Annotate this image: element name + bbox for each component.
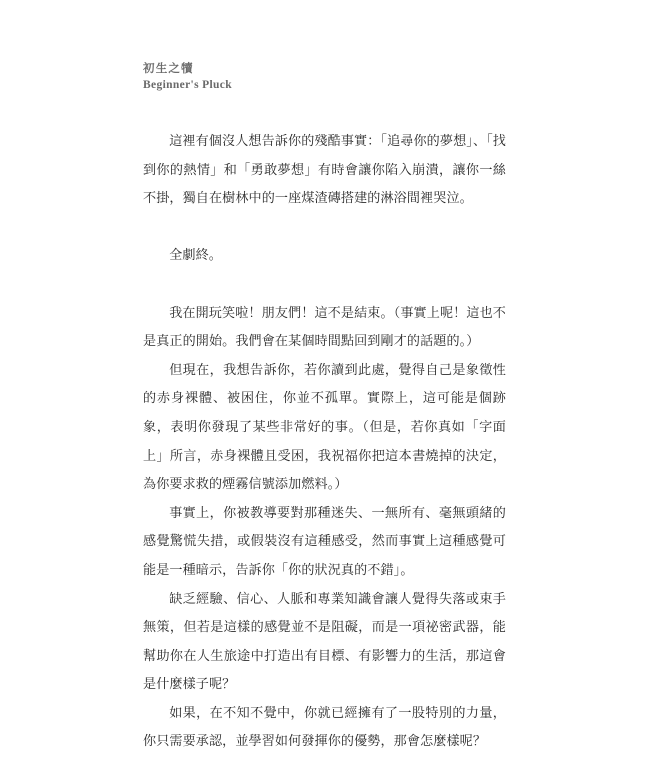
body-paragraph: 事實上，你被教導要對那種迷失、一無所有、毫無頭緒的感覺驚慌失措，或假裝沒有這種感受，然而事實上這種感覺可能是一種暗示，告訴你「你的狀況真的不錯」。 [143, 505, 506, 578]
body-paragraph: 這裡有個沒人想告訴你的殘酷事實：「追尋你的夢想」、「找到你的熱情」和「勇敢夢想」有時會讓你陷入崩潰，讓你一絲不掛，獨自在樹林中的一座煤渣磚搭建的淋浴間裡哭泣。 [143, 134, 506, 207]
body-paragraph: 缺乏經驗、信心、人脈和專業知識會讓人覺得失落或束手無策，但若是這樣的感覺並不是阻礙，而是一項祕密武器，能幫助你在人生旅途中打造出有目標、有影響力的生活，那這會是什麼樣子呢？ [143, 591, 506, 693]
body-paragraph: 我在開玩笑啦！朋友們！這不是結束。（事實上呢！這也不是真正的開始。我們會在某個時間點回到剛才的話題的。） [143, 305, 506, 350]
body-text-block [143, 128, 506, 757]
running-head [143, 60, 443, 93]
body-paragraph: 全劇終。 [169, 248, 222, 264]
body-paragraph: 但現在，我想告訴你，若你讀到此處，覺得自己是象徵性的赤身裸體、被困住，你並不孤單。實際上，這可能是個跡象，表明你發現了某些非常好的事。（但是，若你真如「字面上」所言，赤身裸體且受困，我祝福你把這本書燒掉的決定，為你要求救的煙霧信號添加燃料。） [143, 362, 506, 493]
body-paragraph: 如果，在不知不覺中，你就已經擁有了一股特別的力量，你只需要承認，並學習如何發揮你的優勢，那會怎麼樣呢？ [143, 705, 506, 750]
running-head-chinese-title: 初生之犢 [143, 61, 194, 75]
running-head-english-title: Beginner's Pluck [143, 79, 232, 91]
